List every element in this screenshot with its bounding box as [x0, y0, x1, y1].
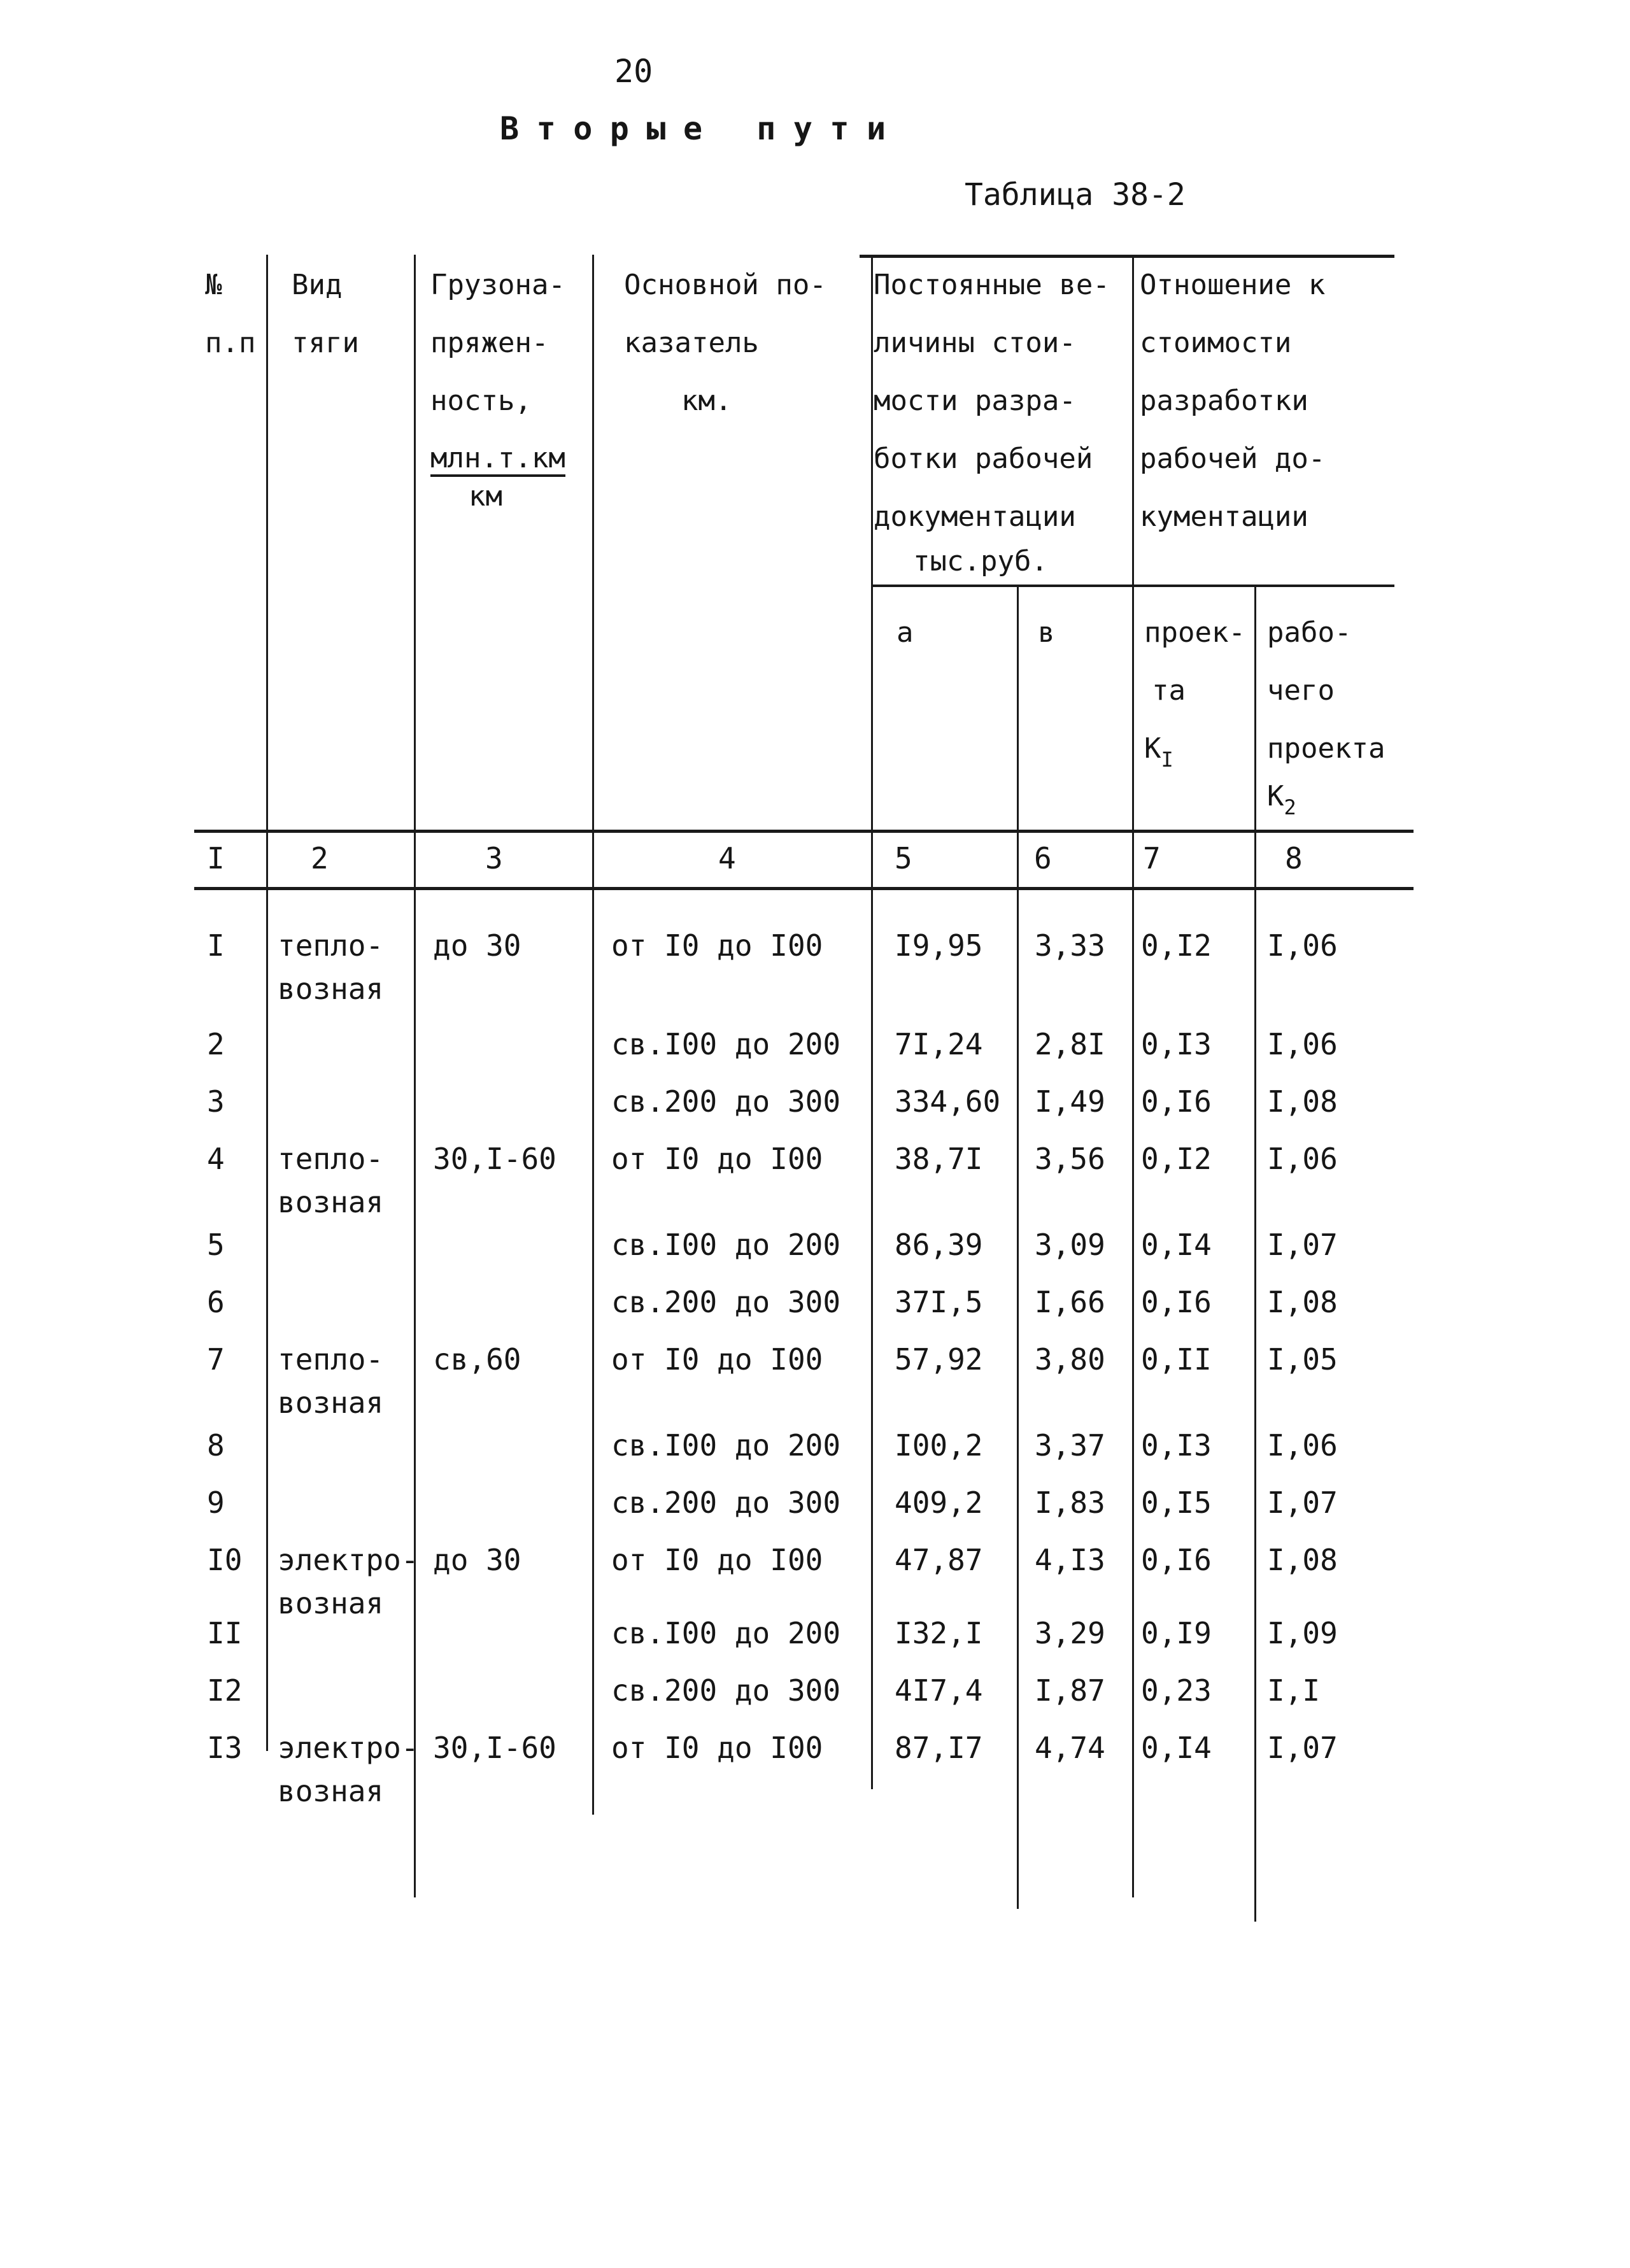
k1-cell: 0,I6	[1141, 1285, 1212, 1319]
indicator-range-cell: св.200 до 300	[611, 1485, 841, 1520]
k2-cell: I,05	[1267, 1342, 1338, 1377]
header-ratio-line: стоимости	[1140, 327, 1292, 359]
traction-type-cell-continued: возная	[278, 1774, 384, 1808]
row-number-cell: 9	[207, 1485, 225, 1520]
indicator-range-cell: св.200 до 300	[611, 1084, 841, 1119]
k1-cell: 0,II	[1141, 1342, 1212, 1377]
column-number: 7	[1143, 841, 1161, 875]
k1-cell: 0,I2	[1141, 928, 1212, 963]
indicator-range-cell: от I0 до I00	[611, 928, 823, 963]
header-density-line: пряжен-	[430, 327, 549, 359]
indicator-range-cell: св.I00 до 200	[611, 1228, 841, 1262]
table-caption: Таблица 38-2	[965, 177, 1186, 213]
col-divider-1	[266, 255, 268, 1751]
header-bottom-rule	[194, 830, 1414, 833]
value-b-cell: I,49	[1035, 1084, 1105, 1119]
traction-type-cell-continued: возная	[278, 1586, 384, 1620]
k1-cell: 0,I3	[1141, 1428, 1212, 1463]
header-constant-line: мости разра-	[874, 385, 1076, 417]
subheader-k1	[1144, 604, 1245, 780]
header-constant-line: ботки рабочей	[874, 443, 1093, 475]
row-number-cell: 7	[207, 1342, 225, 1377]
traction-type-cell: электро-	[278, 1543, 419, 1577]
indicator-range-cell: св.I00 до 200	[611, 1027, 841, 1061]
column-number: 5	[895, 841, 912, 875]
k1-cell: 0,I6	[1141, 1543, 1212, 1577]
header-ratio-line: кументации	[1140, 500, 1308, 533]
subheader-k2-line: проекта	[1267, 732, 1386, 765]
subheader-k1-symbol	[1144, 719, 1245, 780]
row-number-cell: I3	[207, 1731, 243, 1765]
header-ratio-line: рабочей до-	[1140, 443, 1326, 475]
value-b-cell: I,66	[1035, 1285, 1105, 1319]
subheader-k2	[1267, 604, 1385, 818]
indicator-range-cell: св.200 до 300	[611, 1673, 841, 1708]
subheader-k2-subscript: 2	[1284, 795, 1296, 819]
k2-cell: I,07	[1267, 1228, 1338, 1262]
column-number: 3	[485, 841, 503, 875]
row-number-cell: I0	[207, 1543, 243, 1577]
value-b-cell: I,83	[1035, 1485, 1105, 1520]
header-density-numerator	[430, 439, 565, 478]
row-number-cell: II	[207, 1616, 243, 1650]
header-freight-density	[430, 256, 565, 516]
value-b-cell: 4,74	[1035, 1731, 1105, 1765]
k1-cell: 0,I4	[1141, 1731, 1212, 1765]
row-number-cell: I	[207, 928, 225, 963]
row-number-cell: 2	[207, 1027, 225, 1061]
header-number	[205, 256, 255, 372]
freight-density-cell: 30,I-60	[433, 1731, 556, 1765]
k2-cell: I,07	[1267, 1485, 1338, 1520]
subheader-k2-line: рабо-	[1267, 616, 1352, 649]
column-number: I	[207, 841, 225, 875]
value-a-cell: 86,39	[895, 1228, 983, 1262]
col-divider-6	[1132, 255, 1134, 1897]
header-indicator-line: казатель	[624, 327, 759, 359]
header-traction-line: тяги	[292, 327, 359, 359]
column-number: 2	[311, 841, 329, 875]
value-a-cell: 57,92	[895, 1342, 983, 1377]
value-a-cell: 7I,24	[895, 1027, 983, 1061]
subheader-a: а	[896, 616, 914, 649]
header-constant-line: личины стои-	[874, 327, 1076, 359]
indicator-range-cell: от I0 до I00	[611, 1342, 823, 1377]
header-number-line: №	[205, 269, 222, 301]
indicator-range-cell: от I0 до I00	[611, 1543, 823, 1577]
freight-density-cell: св,60	[433, 1342, 521, 1377]
value-b-cell: 3,80	[1035, 1342, 1105, 1377]
value-b-cell: 3,09	[1035, 1228, 1105, 1262]
header-constant-line: Постоянные ве-	[874, 269, 1110, 301]
row-number-cell: 3	[207, 1084, 225, 1119]
indicator-range-cell: от I0 до I00	[611, 1142, 823, 1176]
subheader-k2-letter: К	[1267, 780, 1284, 812]
column-numbers-rule	[194, 887, 1414, 890]
row-number-cell: 4	[207, 1142, 225, 1176]
subheader-k2-line: чего	[1267, 674, 1335, 707]
k2-cell: I,08	[1267, 1285, 1338, 1319]
k2-cell: I,06	[1267, 1027, 1338, 1061]
col-divider-7	[1254, 585, 1256, 1922]
k2-cell: I,07	[1267, 1731, 1338, 1765]
value-b-cell: 4,I3	[1035, 1543, 1105, 1577]
indicator-range-cell: св.200 до 300	[611, 1285, 841, 1319]
col-divider-4	[871, 255, 873, 1789]
k1-cell: 0,I4	[1141, 1228, 1212, 1262]
column-number: 4	[718, 841, 736, 875]
col-divider-3	[592, 255, 594, 1815]
k1-cell: 0,I3	[1141, 1027, 1212, 1061]
header-cost-ratio	[1140, 256, 1325, 546]
header-indicator-line: км.	[681, 385, 732, 417]
header-constant-unit: тыс.руб.	[913, 545, 1048, 578]
row-number-cell: 6	[207, 1285, 225, 1319]
indicator-range-cell: от I0 до I00	[611, 1731, 823, 1765]
value-a-cell: I00,2	[895, 1428, 983, 1463]
column-number: 6	[1034, 841, 1052, 875]
header-indicator-line: Основной по-	[624, 269, 826, 301]
subheader-k1-subscript: I	[1161, 748, 1173, 772]
traction-type-cell: тепло-	[278, 1142, 384, 1176]
header-density-denominator: км	[469, 480, 502, 513]
subheader-k1-line: проек-	[1144, 616, 1245, 649]
subheader-k2-symbol	[1267, 777, 1385, 818]
column-number: 8	[1285, 841, 1303, 875]
k1-cell: 0,I6	[1141, 1084, 1212, 1119]
freight-density-cell: до 30	[433, 1543, 521, 1577]
header-constant-line: документации	[874, 500, 1076, 533]
k2-cell: I,09	[1267, 1616, 1338, 1650]
header-density-line: ность,	[430, 385, 532, 417]
traction-type-cell-continued: возная	[278, 1386, 384, 1420]
k1-cell: 0,I2	[1141, 1142, 1212, 1176]
header-density-line: Грузона-	[430, 269, 565, 301]
row-number-cell: 5	[207, 1228, 225, 1262]
value-a-cell: 38,7I	[895, 1142, 983, 1176]
page-number: 20	[614, 53, 653, 90]
col-divider-5	[1017, 585, 1019, 1909]
value-a-cell: 87,I7	[895, 1731, 983, 1765]
value-a-cell: 409,2	[895, 1485, 983, 1520]
subheader-k1-line: та	[1152, 674, 1186, 707]
k2-cell: I,I	[1267, 1673, 1321, 1708]
value-a-cell: I32,I	[895, 1616, 983, 1650]
traction-type-cell: тепло-	[278, 1342, 384, 1377]
row-number-cell: 8	[207, 1428, 225, 1463]
subheader-k1-letter: К	[1144, 732, 1161, 765]
value-a-cell: 47,87	[895, 1543, 983, 1577]
header-main-indicator	[624, 256, 826, 430]
header-ratio-line: Отношение к	[1140, 269, 1326, 301]
k2-cell: I,08	[1267, 1084, 1338, 1119]
document-title: Вторые пути	[500, 110, 904, 147]
header-traction-line: Вид	[292, 269, 343, 301]
col-divider-2	[414, 255, 416, 1897]
indicator-range-cell: св.I00 до 200	[611, 1616, 841, 1650]
value-a-cell: I9,95	[895, 928, 983, 963]
traction-type-cell-continued: возная	[278, 972, 384, 1006]
value-b-cell: 3,33	[1035, 928, 1105, 963]
value-b-cell: 3,29	[1035, 1616, 1105, 1650]
row-number-cell: I2	[207, 1673, 243, 1708]
freight-density-cell: 30,I-60	[433, 1142, 556, 1176]
freight-density-cell: до 30	[433, 928, 521, 963]
k2-cell: I,06	[1267, 928, 1338, 963]
value-a-cell: 37I,5	[895, 1285, 983, 1319]
value-a-cell: 4I7,4	[895, 1673, 983, 1708]
k2-cell: I,08	[1267, 1543, 1338, 1577]
value-a-cell: 334,60	[895, 1084, 1001, 1119]
value-b-cell: 2,8I	[1035, 1027, 1105, 1061]
value-b-cell: I,87	[1035, 1673, 1105, 1708]
value-b-cell: 3,56	[1035, 1142, 1105, 1176]
header-ratio-line: разработки	[1140, 385, 1308, 417]
header-density-numerator-text: млн.т.км	[430, 442, 565, 477]
k2-cell: I,06	[1267, 1428, 1338, 1463]
header-number-line: п.п	[205, 327, 256, 359]
traction-type-cell: тепло-	[278, 928, 384, 963]
traction-type-cell: электро-	[278, 1731, 419, 1765]
k1-cell: 0,I5	[1141, 1485, 1212, 1520]
header-traction-type	[292, 256, 359, 372]
value-b-cell: 3,37	[1035, 1428, 1105, 1463]
k1-cell: 0,23	[1141, 1673, 1212, 1708]
header-constant-values	[874, 256, 1110, 581]
traction-type-cell-continued: возная	[278, 1185, 384, 1219]
k2-cell: I,06	[1267, 1142, 1338, 1176]
k1-cell: 0,I9	[1141, 1616, 1212, 1650]
subheader-b: в	[1038, 616, 1055, 649]
indicator-range-cell: св.I00 до 200	[611, 1428, 841, 1463]
